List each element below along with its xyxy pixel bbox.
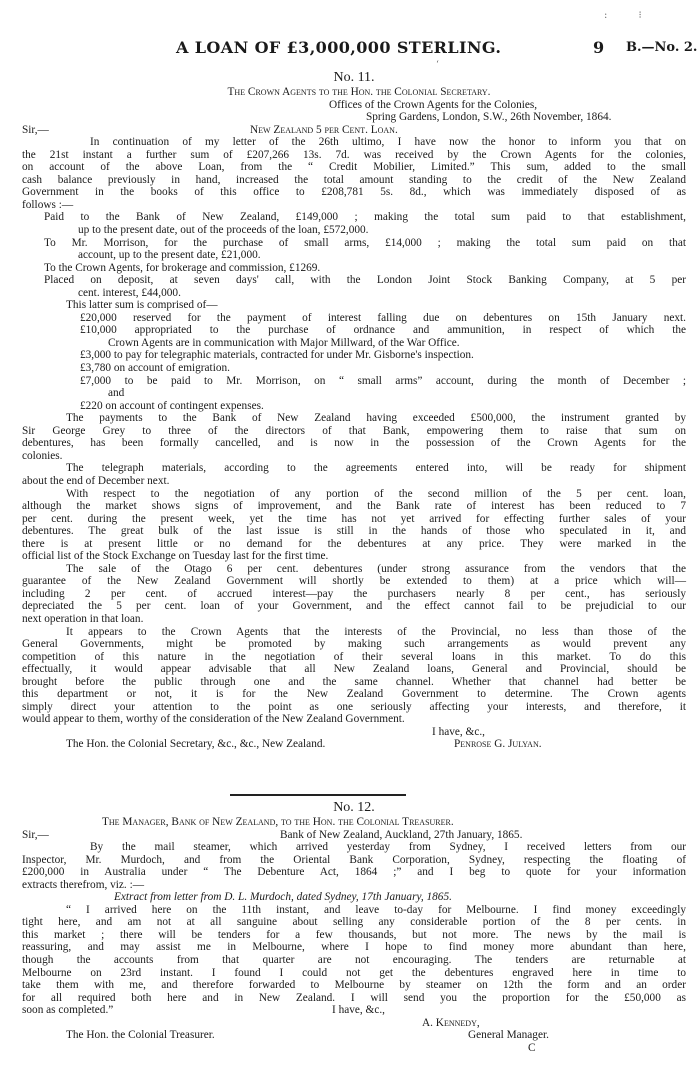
list-item: To Mr. Morrison, for the purchase of small arms, £14,000 ; making the total sum paid on that <box>44 236 686 249</box>
list-item: £3,000 to pay for telegraphic materials, contracted for under Mr. Gisborne's inspection. <box>80 349 474 362</box>
text-line: effectually, it would appear advisable that all New Zealand loans, General and Provincial, should be <box>22 663 686 676</box>
letter-11-from-to: The Crown Agents to the Hon. the Colonial Secretary. <box>227 86 491 98</box>
list-item-continuation: Crown Agents are in communication with Major Millward, of the War Office. <box>108 336 460 349</box>
letter-11-salutation: Sir,— <box>22 123 49 136</box>
text-line: With respect to the negotiation of any portion of the second million of the 5 per cent. loan, <box>66 487 686 500</box>
document-reference: B.—No. 2. <box>626 40 698 55</box>
list-item-continuation: account, up to the present date, £21,000. <box>78 249 261 262</box>
letter-12 <box>22 800 686 1054</box>
list-item: Paid to the Bank of New Zealand, £149,000 ; making the total sum paid to that establishment, <box>44 211 686 224</box>
letter-11-paragraph-6 <box>22 626 686 726</box>
letter-11-subject: New Zealand 5 per Cent. Loan. <box>250 123 398 136</box>
stray-mark: ‘ <box>436 60 439 70</box>
letter-11-paragraph-4 <box>22 488 686 563</box>
letter-11-address-line-1: Offices of the Crown Agents for the Colonies, <box>329 98 538 111</box>
text-line: reassuring, and may assist me in Melbourne, where I hope to find money more abundant than here, <box>22 941 686 954</box>
text-line: cash balance previously in hand, increased the total amount standing to the credit of the New Zealand <box>22 173 686 186</box>
letter-11-paragraph-2 <box>22 412 686 462</box>
list-item: To the Crown Agents, for brokerage and commission, £1269. <box>44 261 321 274</box>
list-item: £10,000 appropriated to the purchase of ordnance and ammunition, in respect of which the <box>80 324 686 337</box>
letter-11-number: No. 11. <box>333 70 375 85</box>
letter-12-closing: I have, &c., <box>332 1004 386 1017</box>
letter-11-signature: Penrose G. Julyan. <box>454 738 542 751</box>
letter-11-closing: I have, &c., <box>432 725 486 738</box>
text-line: It appears to the Crown Agents that the interests of the Provincial, no less than those of the <box>66 625 686 638</box>
comprised-list <box>22 312 686 412</box>
text-line: Sir George Grey to three of the directors of that Bank, empowering them to raise that sum on <box>22 424 686 437</box>
list-item: £7,000 to be paid to Mr. Morrison, on “ small arms” account, during the month of December ; <box>80 374 686 387</box>
list-item: Placed on deposit, at seven days' call, with the London Joint Stock Banking Company, at 5 per <box>44 274 686 287</box>
letter-12-address: Bank of New Zealand, Auckland, 27th January, 1865. <box>280 828 523 841</box>
letter-12-title-row <box>22 1029 686 1042</box>
letter-11 <box>22 70 686 751</box>
corner-marks: : ⁝ <box>604 10 656 21</box>
letter-11-address-line-2: Spring Gardens, London, S.W., 26th November, 1864. <box>366 111 612 124</box>
text-line: competition of this nature in the negotiation of their several loans in this market. To do this <box>22 650 686 663</box>
text-line: brought before the public through one and the same channel. Whether that channel had better be <box>22 675 686 688</box>
text-line: although the market shows signs of improvement, and the Bank rate of interest has been reduced to 7 <box>22 500 686 513</box>
text-line: The telegraph materials, according to the agreements entered into, will be ready for shipment <box>66 462 686 475</box>
letter-11-salutation-row <box>22 124 686 137</box>
text-line: By the mail steamer, which arrived yesterday from Sydney, I received letters from our <box>90 841 686 854</box>
list-item: £3,780 on account of emigration. <box>80 362 230 375</box>
letter-12-from-to: The Manager, Bank of New Zealand, to the Hon. the Colonial Treasurer. <box>102 816 454 828</box>
text-line: colonies. <box>22 449 63 462</box>
text-line: though the accounts from that quarter are not encouraging. The tenders are returnable at <box>22 954 686 967</box>
text-line: Melbourne on 23rd instant. I found I could not get the debentures engraved here in time to <box>22 966 686 979</box>
letter-11-signature-row <box>22 738 686 751</box>
list-item-continuation: cent. interest, £44,000. <box>78 286 181 299</box>
text-line: about the end of December next. <box>22 474 170 487</box>
section-divider <box>230 794 406 796</box>
text-line: The sale of the Otago 6 per cent. debentures (under strong assurance from the vendors that the <box>66 562 686 575</box>
text-line: Government in the books of this office to £208,781 5s. 8d., which was immediately disposed of as <box>22 186 686 199</box>
disposal-list <box>22 211 686 299</box>
text-line: In continuation of my letter of the 26th ultimo, I have now the honor to inform you that on <box>90 136 686 149</box>
extract-heading: Extract from letter from D. L. Murdoch, dated Sydney, 17th January, 1865. <box>114 891 452 904</box>
text-line: for all required both here and in New Zealand. I will send you the proportion for the £50,000 as <box>22 991 686 1004</box>
letter-11-addressee: The Hon. the Colonial Secretary, &c., &c., New Zealand. <box>66 738 326 751</box>
text-line: depreciated the 5 per cent. loan of your Government, and the effect cannot fail to be prejudicial to our <box>22 600 686 613</box>
text-line: per cent. during the present week, yet the time has not yet arrived for effecting further sales of your <box>22 512 686 525</box>
text-line: debentures, has been formally cancelled, and is now in the possession of the Crown Agents for the <box>22 437 686 450</box>
list-item: £20,000 reserved for the payment of interest falling due on debentures on 15th January next. <box>80 311 686 324</box>
text-line: this market ; there will be tenders for a few thousands, but not more. The news by the mail is <box>22 928 686 941</box>
list-item-continuation: up to the present date, out of the proceeds of the loan, £572,000. <box>78 224 369 237</box>
letter-12-number: No. 12. <box>333 800 375 815</box>
text-line: guarantee of the New Zealand Government will shortly be extended to them) at a price which will— <box>22 575 686 588</box>
quote-last-row <box>22 1004 686 1017</box>
text-line: would appear to them, worthy of the consideration of the New Zealand Government. <box>22 713 405 726</box>
text-line: soon as completed.” <box>22 1004 114 1017</box>
text-line: extracts therefrom, viz. :— <box>22 878 145 891</box>
text-line: this department or not, it is for the New Zealand Government to determine. The Crown agents <box>22 688 686 701</box>
text-line: next operation in that loan. <box>22 612 144 625</box>
text-line: “ I arrived here on the 11th instant, and leave to-day for Melbourne. I find money exceedingly <box>66 903 686 916</box>
text-line: £200,000 in Australia under “ The Debenture Act, 1864 ;” and I beg to quote for your information <box>22 866 686 879</box>
text-line: General Governments, might be promoted by making such arrangements as would prevent any <box>22 638 686 651</box>
text-line: the 21st instant a further sum of £207,266 13s. 7d. was received by the Crown Agents for the colonies, <box>22 148 686 161</box>
list-item: £220 on account of contingent expenses. <box>80 399 264 412</box>
text-line: tight here, and am not at all sanguine about selling any considerable portion of the 8 per cents. in <box>22 916 686 929</box>
letter-11-paragraph-3 <box>22 462 686 487</box>
text-line: including 2 per cent. of accrued interest—pay the purchasers nearly 8 per cent., has seriously <box>22 587 686 600</box>
text-line: The payments to the Bank of New Zealand having exceeded £500,000, the instrument granted by <box>66 412 686 425</box>
letter-12-paragraph-1 <box>22 841 686 891</box>
quoted-extract <box>22 904 686 1017</box>
text-line: Inspector, Mr. Murdoch, and from the Oriental Bank Corporation, Sydney, respecting the floating of <box>22 853 686 866</box>
text-line: on account of the above Loan, from the “ Credit Mobilier, Limited.” This sum, added to the small <box>22 161 686 174</box>
letter-11-paragraph-5 <box>22 563 686 626</box>
text-line: follows :— <box>22 198 74 211</box>
text-line: official list of the Stock Exchange on Tuesday last for the first time. <box>22 550 329 563</box>
text-line: take them with me, and therefore forwarded to Melbourne by steamer on 12th the form and an order <box>22 979 686 992</box>
letter-12-salutation-row <box>22 829 686 842</box>
letter-12-salutation: Sir,— <box>22 828 49 841</box>
text-line: simply direct your attention to the point as one seriously affecting your interests, and therefore, it <box>22 700 686 713</box>
page-number: 9 <box>593 38 605 57</box>
letter-12-signer-title: General Manager. <box>468 1029 549 1042</box>
list-item-continuation: and <box>108 387 125 400</box>
text-line: there is at present little or no demand for the debentures at any price. They were marked in the <box>22 537 686 550</box>
signature-mark: C <box>528 1041 536 1054</box>
comprised-intro: This latter sum is comprised of— <box>66 299 218 312</box>
running-title: A LOAN OF £3,000,000 STERLING. <box>176 38 502 57</box>
letter-11-paragraph-1 <box>22 136 686 211</box>
letter-12-addressee: The Hon. the Colonial Treasurer. <box>66 1029 215 1042</box>
letter-12-signature: A. Kennedy, <box>422 1016 480 1029</box>
text-line: debentures. The great bulk of the last issue is still in the hands of those who speculated in it, and <box>22 525 686 538</box>
